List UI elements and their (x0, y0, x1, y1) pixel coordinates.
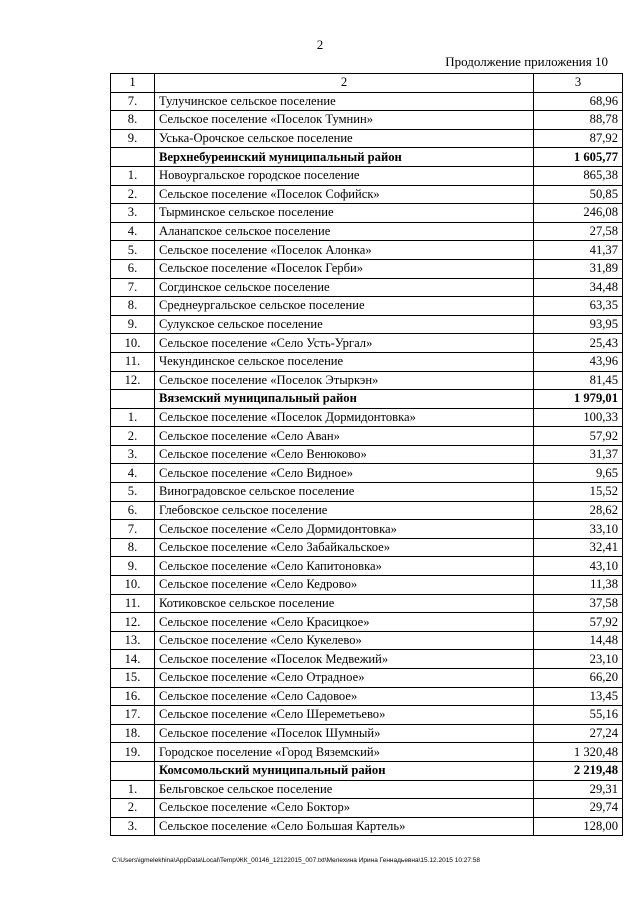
settlement-name: Новоургальское городское поселение (155, 166, 534, 185)
table-row (111, 111, 623, 130)
row-number: 10. (111, 334, 155, 353)
row-number: 11. (111, 352, 155, 371)
row-value: 13,45 (534, 687, 623, 706)
table-row (111, 501, 623, 520)
row-value: 37,58 (534, 594, 623, 613)
settlement-name: Сельское поселение «Село Венюково» (155, 445, 534, 464)
settlement-name: Верхнебуреинский муниципальный район (155, 148, 534, 167)
table-row (111, 706, 623, 725)
settlement-name: Сельское поселение «Поселок Алонка» (155, 241, 534, 260)
row-number: 7. (111, 92, 155, 111)
table-row (111, 371, 623, 390)
settlement-name: Среднеургальское сельское поселение (155, 297, 534, 316)
settlement-name: Сельское поселение «Село Красицкое» (155, 613, 534, 632)
row-value: 15,52 (534, 483, 623, 502)
row-number: 8. (111, 538, 155, 557)
row-number (111, 390, 155, 409)
page-number: 2 (316, 37, 324, 52)
row-value: 31,89 (534, 259, 623, 278)
row-number: 13. (111, 631, 155, 650)
settlement-name: Сельское поселение «Поселок Софийск» (155, 185, 534, 204)
table-row (111, 483, 623, 502)
row-value: 11,38 (534, 576, 623, 595)
row-number: 10. (111, 576, 155, 595)
row-number: 7. (111, 278, 155, 297)
settlement-name: Сельское поселение «Поселок Дормидонтовка» (155, 408, 534, 427)
row-value: 27,24 (534, 724, 623, 743)
row-number: 2. (111, 185, 155, 204)
row-value: 100,33 (534, 408, 623, 427)
row-value: 1 320,48 (534, 743, 623, 762)
table-row (111, 204, 623, 223)
settlement-name: Городское поселение «Город Вяземский» (155, 743, 534, 762)
settlement-name: Сельское поселение «Село Кукелево» (155, 631, 534, 650)
table-row (111, 576, 623, 595)
table-row (111, 315, 623, 334)
row-value: 57,92 (534, 427, 623, 446)
row-value: 68,96 (534, 92, 623, 111)
row-number: 8. (111, 297, 155, 316)
row-number: 9. (111, 315, 155, 334)
column-header-1: 1 (111, 74, 155, 93)
settlement-name: Сельское поселение «Село Забайкальское» (155, 538, 534, 557)
table-row (111, 724, 623, 743)
row-value: 63,35 (534, 297, 623, 316)
table-row (111, 408, 623, 427)
table-row (111, 538, 623, 557)
row-number: 5. (111, 483, 155, 502)
row-value: 128,00 (534, 817, 623, 836)
row-number: 6. (111, 259, 155, 278)
row-number: 3. (111, 817, 155, 836)
table-row (111, 185, 623, 204)
file-path-footer: C:\Users\igmelekhina\AppData\Local\Temp\ЖК_00146_12122015_007.txt\Мелехина Ирина Геннадьевна\15.12.2015 10:27:58 (112, 857, 481, 864)
table-row (111, 631, 623, 650)
row-value: 88,78 (534, 111, 623, 130)
settlement-name: Сельское поселение «Село Аван» (155, 427, 534, 446)
row-value: 27,58 (534, 222, 623, 241)
settlement-name: Сельское поселение «Село Отрадное» (155, 669, 534, 688)
row-value: 66,20 (534, 669, 623, 688)
row-value: 1 605,77 (534, 148, 623, 167)
table-row (111, 817, 623, 836)
table-row (111, 166, 623, 185)
row-number: 15. (111, 669, 155, 688)
row-number: 2. (111, 799, 155, 818)
row-number: 9. (111, 129, 155, 148)
row-value: 41,37 (534, 241, 623, 260)
settlement-name: Виноградовское сельское поселение (155, 483, 534, 502)
row-value: 2 219,48 (534, 761, 623, 780)
row-value: 29,74 (534, 799, 623, 818)
settlement-name: Чекундинское сельское поселение (155, 352, 534, 371)
table-row (111, 799, 623, 818)
row-value: 32,41 (534, 538, 623, 557)
table-header-row (111, 74, 623, 93)
settlement-name: Сельское поселение «Село Садовое» (155, 687, 534, 706)
row-number: 17. (111, 706, 155, 725)
table-row (111, 222, 623, 241)
settlement-name: Бельговское сельское поселение (155, 780, 534, 799)
row-number: 16. (111, 687, 155, 706)
table-row (111, 594, 623, 613)
column-header-2: 2 (155, 74, 534, 93)
row-value: 246,08 (534, 204, 623, 223)
row-value: 43,10 (534, 557, 623, 576)
settlement-name: Сельское поселение «Село Шереметьево» (155, 706, 534, 725)
settlement-name: Сельское поселение «Поселок Шумный» (155, 724, 534, 743)
row-number: 18. (111, 724, 155, 743)
settlement-name: Сельское поселение «Поселок Этыркэн» (155, 371, 534, 390)
settlement-name: Сельское поселение «Поселок Тумнин» (155, 111, 534, 130)
district-total-row (111, 761, 623, 780)
settlement-name: Тулучинское сельское поселение (155, 92, 534, 111)
table-row (111, 613, 623, 632)
appendix-table (110, 73, 623, 836)
settlement-name: Сельское поселение «Село Дормидонтовка» (155, 520, 534, 539)
settlement-name: Сулукское сельское поселение (155, 315, 534, 334)
row-number: 3. (111, 445, 155, 464)
settlement-name: Сельское поселение «Поселок Медвежий» (155, 650, 534, 669)
table-row (111, 520, 623, 539)
row-value: 57,92 (534, 613, 623, 632)
settlement-name: Комсомольский муниципальный район (155, 761, 534, 780)
settlement-name: Вяземский муниципальный район (155, 390, 534, 409)
row-number: 8. (111, 111, 155, 130)
row-number: 19. (111, 743, 155, 762)
row-value: 33,10 (534, 520, 623, 539)
row-value: 81,45 (534, 371, 623, 390)
column-header-3: 3 (534, 74, 623, 93)
row-number: 11. (111, 594, 155, 613)
table-row (111, 669, 623, 688)
table-row (111, 557, 623, 576)
row-value: 43,96 (534, 352, 623, 371)
table-row (111, 278, 623, 297)
table-row (111, 241, 623, 260)
table-row (111, 427, 623, 446)
row-value: 50,85 (534, 185, 623, 204)
settlement-name: Сельское поселение «Село Усть-Ургал» (155, 334, 534, 353)
row-value: 28,62 (534, 501, 623, 520)
row-number: 4. (111, 222, 155, 241)
row-number (111, 148, 155, 167)
settlement-name: Сельское поселение «Село Капитоновка» (155, 557, 534, 576)
row-number: 1. (111, 166, 155, 185)
table-row (111, 445, 623, 464)
table-row (111, 129, 623, 148)
row-number: 5. (111, 241, 155, 260)
row-value: 55,16 (534, 706, 623, 725)
row-number: 9. (111, 557, 155, 576)
settlement-name: Сельское поселение «Село Большая Картель» (155, 817, 534, 836)
table-row (111, 687, 623, 706)
row-number (111, 761, 155, 780)
settlement-name: Глебовское сельское поселение (155, 501, 534, 520)
row-value: 34,48 (534, 278, 623, 297)
row-value: 25,43 (534, 334, 623, 353)
district-total-row (111, 390, 623, 409)
table-row (111, 297, 623, 316)
row-value: 29,31 (534, 780, 623, 799)
continuation-caption: Продолжение приложения 10 (445, 54, 608, 69)
row-value: 865,38 (534, 166, 623, 185)
row-value: 9,65 (534, 464, 623, 483)
table-row (111, 780, 623, 799)
row-value: 14,48 (534, 631, 623, 650)
settlement-name: Котиковское сельское поселение (155, 594, 534, 613)
row-number: 7. (111, 520, 155, 539)
row-value: 1 979,01 (534, 390, 623, 409)
table-row (111, 650, 623, 669)
row-number: 12. (111, 613, 155, 632)
row-value: 93,95 (534, 315, 623, 334)
settlement-name: Сельское поселение «Село Боктор» (155, 799, 534, 818)
settlement-name: Уська-Орочское сельское поселение (155, 129, 534, 148)
row-number: 6. (111, 501, 155, 520)
settlement-name: Аланапское сельское поселение (155, 222, 534, 241)
row-number: 1. (111, 780, 155, 799)
table-row (111, 334, 623, 353)
row-number: 14. (111, 650, 155, 669)
table-row (111, 352, 623, 371)
row-number: 4. (111, 464, 155, 483)
table-row (111, 743, 623, 762)
district-total-row (111, 148, 623, 167)
table-row (111, 92, 623, 111)
settlement-name: Тырминское сельское поселение (155, 204, 534, 223)
row-value: 31,37 (534, 445, 623, 464)
row-value: 87,92 (534, 129, 623, 148)
settlement-name: Сельское поселение «Поселок Герби» (155, 259, 534, 278)
settlement-name: Сельское поселение «Село Видное» (155, 464, 534, 483)
row-number: 1. (111, 408, 155, 427)
table-row (111, 464, 623, 483)
row-number: 3. (111, 204, 155, 223)
settlement-name: Сельское поселение «Село Кедрово» (155, 576, 534, 595)
row-number: 2. (111, 427, 155, 446)
settlement-name: Согдинское сельское поселение (155, 278, 534, 297)
table-row (111, 259, 623, 278)
row-number: 12. (111, 371, 155, 390)
row-value: 23,10 (534, 650, 623, 669)
